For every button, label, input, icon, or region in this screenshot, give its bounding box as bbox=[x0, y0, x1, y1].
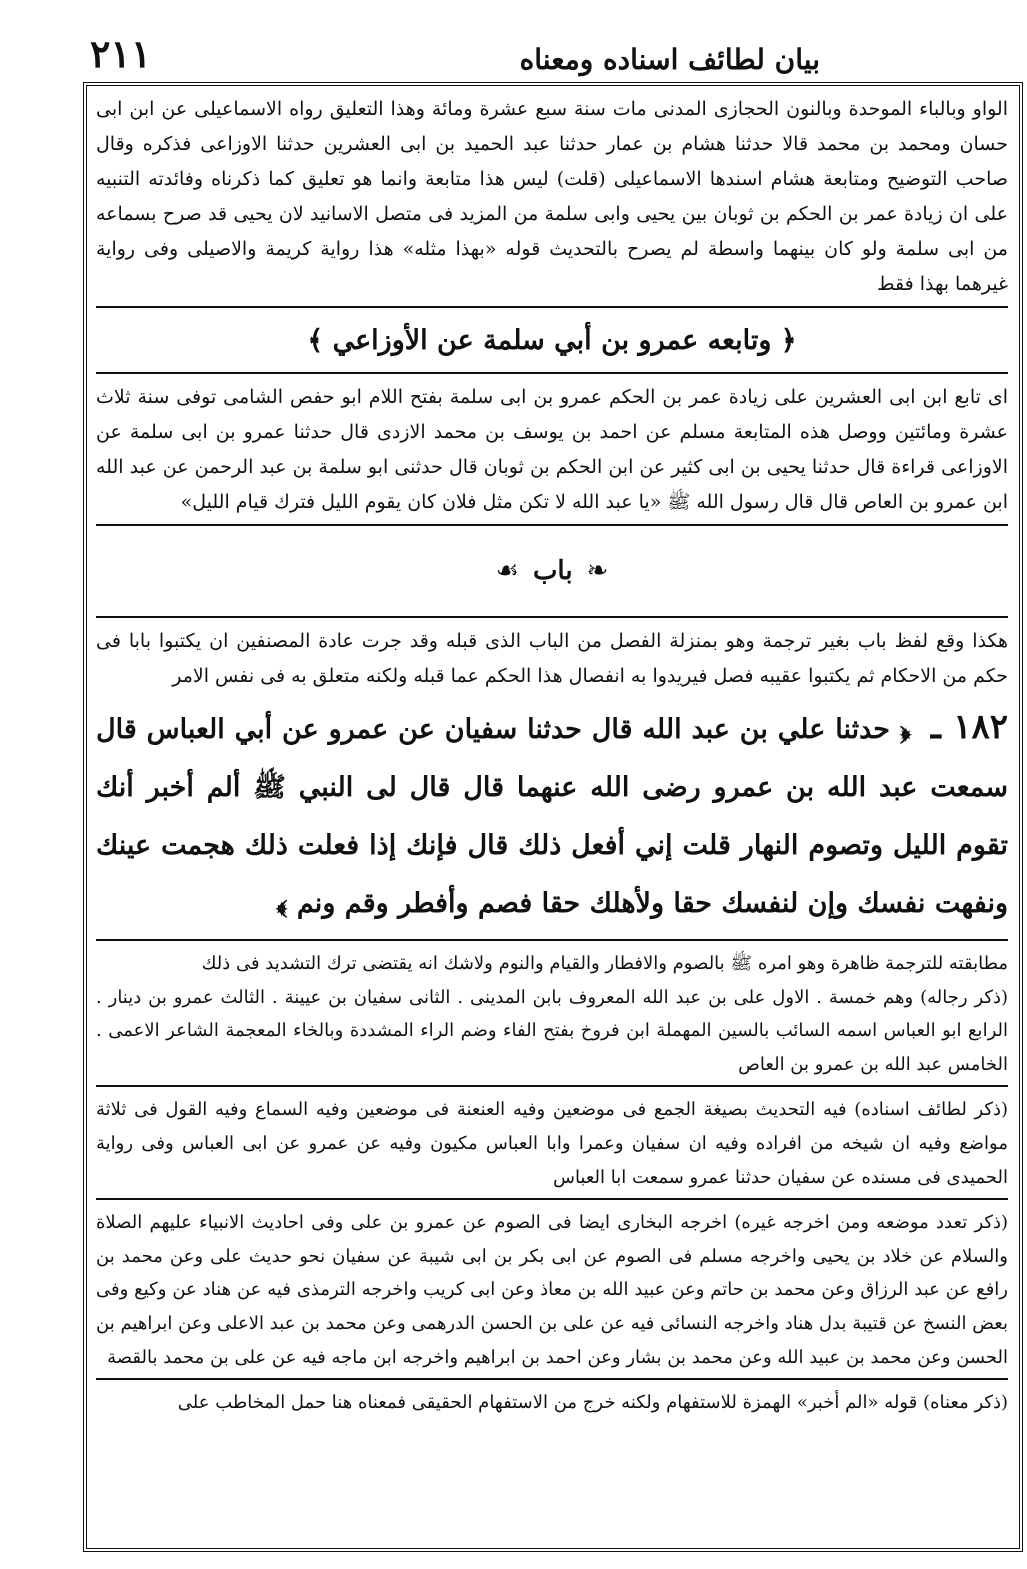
ornament-icon: ❧ bbox=[586, 556, 609, 586]
hadith-text bbox=[96, 698, 1008, 933]
divider bbox=[96, 524, 1008, 526]
note-paragraph: مطابقته للترجمة ظاهرة وهو امره ﷺ بالصوم والافطار والقيام والنوم ولاشك انه يقتضى ترك التشديد فى ذلك bbox=[201, 953, 1008, 974]
chapter-paragraph: هكذا وقع لفظ باب بغير ترجمة وهو بمنزلة الفصل من الباب الذى قبله وقد جرت عادة المصنفين ان يكتبوا بابا فى حكم من الاحكام ثم يكتبوا عقيبه فصل فيريدوا به انفصال هذا الحكم عما قبله ولكنه متعلق به فى نفس الامر bbox=[96, 630, 1008, 687]
running-title: بيان لطائف اسناده ومعناه bbox=[519, 43, 820, 76]
divider bbox=[96, 1198, 1008, 1200]
divider bbox=[96, 939, 1008, 941]
divider bbox=[96, 616, 1008, 618]
note-paragraph: (ذكر تعدد موضعه ومن اخرجه غيره) اخرجه البخارى ايضا فى الصوم عن عمرو بن على وفى احاديث الانبياء عليهم الصلاة والسلام عن خلاد بن يحيى واخرجه مسلم فى الصوم عن ابى بكر بن ابى شيبة عن سفيان نحو حديث على وعن محمد بن رافع عن عبد الرزاق وعن محمد بن حاتم وعن عبيد الله بن معاذ وعن ابى كريب واخرجه الترمذى فيه عن هناد عن وكيع وفى بعض النسخ عن قتيبة بدل هناد واخرجه النسائى فيه عن على بن الحسن الدرهمى وعن محمد بن عبد الاعلى وعن ابراهيم بن الحسن وعن محمد بن عبيد الله وعن محمد بن بشار وعن احمد بن ابراهيم واخرجه ابن ماجه فيه عن على بن محمد بالقصة bbox=[96, 1212, 1008, 1368]
divider bbox=[96, 1378, 1008, 1380]
divider bbox=[96, 306, 1008, 308]
commentary bbox=[96, 947, 1008, 1420]
page-body bbox=[96, 92, 1008, 1542]
note-paragraph: (ذكر رجاله) وهم خمسة . الاول على بن عبد الله المعروف بابن المدينى . الثانى سفيان بن عيينة . الثالث عمرو بن دينار . الرابع ابو العباس اسمه السائب بالسين المهملة ابن فروخ بفتح الفاء وضم الراء المشددة وبالخاء المعجمة الشاعر الاعمى . الخامس عبد الله بن عمرو بن العاص bbox=[96, 986, 1008, 1075]
note-paragraph: (ذكر معناه) قوله «الم أخبر» الهمزة للاستفهام ولكنه خرج من الاستفهام الحقيقى فمعناه هنا حمل المخاطب على bbox=[177, 1392, 1008, 1414]
hadith-number: ١٨٢ ـ bbox=[930, 707, 1008, 747]
hadith-body: ﴿ حدثنا علي بن عبد الله قال حدثنا سفيان عن عمرو عن أبي العباس قال سمعت عبد الله بن عمرو رضى الله عنهما قال قال لى النبي ﷺ ألم أخبر أنك تقوم الليل وتصوم النهار قلت إني أفعل ذلك قال فإنك إذا فعلت ذلك هجمت عينك ونفهت نفسك وإن لنفسك حقا ولأهلك حقا فصم وأفطر وقم ونم ﴾ bbox=[96, 714, 1008, 919]
top-paragraph: الواو وبالباء الموحدة وبالنون الحجازى المدنى مات سنة سبع عشرة ومائة وهذا التعليق رواه الاسماعيلى عن ابن ابى حسان ومحمد بن محمد قالا حدثنا هشام بن عمار حدثنا عبد الحميد بن ابى العشرين حدثنا الاوزاعى فذكره وقال صاحب التوضيح ومتابعة هشام اسندها الاسماعيلى (قلت) ليس هذا متابعة وانما هو تعليق كما ذكرناه وفائدته التنبيه على ان زيادة عمر بن الحكم بن ثوبان بين يحيى وابى سلمة من المزيد فى متصل الاسانيد لان يحيى قد صرح بسماعه من ابى سلمة ولو كان بينهما واسطة لم يصرح بالتحديث قوله «بهذا مثله» هذا رواية كريمة والاصيلى وفى رواية غيرهما بهذا فقط bbox=[96, 98, 1008, 295]
page-number: ٢١١ bbox=[90, 31, 152, 76]
chapter-title: باب bbox=[532, 556, 573, 586]
divider bbox=[96, 1085, 1008, 1087]
divider bbox=[96, 372, 1008, 374]
ornament-icon: ☙ bbox=[495, 556, 519, 586]
mutaba-heading: ﴿ وتابعه عمرو بن أبي سلمة عن الأوزاعي ﴾ bbox=[307, 325, 797, 356]
mutaba-paragraph: اى تابع ابن ابى العشرين على زيادة عمر بن الحكم عمرو بن ابى سلمة بفتح اللام ابو حفص الشامى توفى سنة ثلاث عشرة ومائتين ووصل هذه المتابعة مسلم عن احمد بن يوسف بن محمد الازدى قال حدثنا عمرو بن ابى سلمة عن الاوزاعى قراءة قال حدثنا يحيى بن ابى كثير عن ابن الحكم بن ثوبان قال حدثنى ابو سلمة بن عبد الرحمن عن عبد الله ابن عمرو بن العاص قال قال رسول الله ﷺ «يا عبد الله لا تكن مثل فلان كان يقوم الليل فترك قيام الليل» bbox=[96, 386, 1008, 513]
page-header bbox=[90, 26, 990, 76]
note-paragraph: (ذكر لطائف اسناده) فيه التحديث بصيغة الجمع فى موضعين وفيه العنعنة فى موضعين وفيه السماع وفيه القول فى ثلاثة مواضع وفيه ان شيخه من افراده وفيه ان سفيان وعمرا وابا العباس مكيون وفيه عن عمرو عن ابى العباس وفى رواية الحميدى فى مسنده عن سفيان حدثنا عمرو سمعت ابا العباس bbox=[96, 1099, 1008, 1188]
chapter-heading bbox=[96, 532, 1008, 610]
